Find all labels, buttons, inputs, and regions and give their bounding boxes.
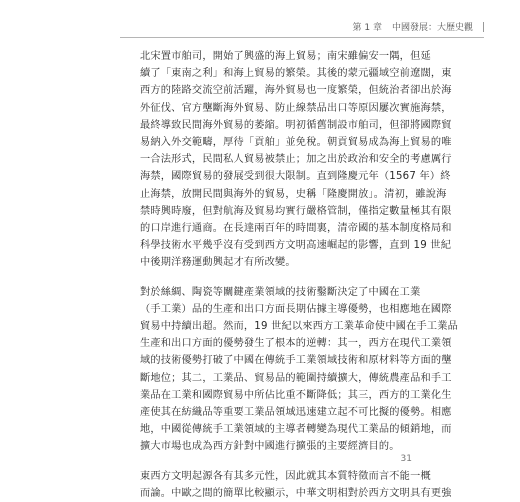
text-line: 斷地位；其二，工業品、貿易品的範圍持續擴大，傳統農產品和手工 — [140, 372, 452, 384]
page-number: 31 — [400, 454, 412, 464]
text-line: 禁時興時廢，但對航海及貿易均實行嚴格管制，僅指定數量極其有限 — [140, 205, 452, 217]
text-line: 地，中國從傳統手工業領域的主導者轉變為現代工業品的傾銷地，而 — [140, 424, 452, 436]
header-rule — [120, 37, 484, 38]
text-line: 一合法形式，民間私人貿易被禁止；加之出於政治和安全的考慮厲行 — [140, 154, 452, 166]
text-line: 海禁，國際貿易的發展受到很大限制。直到隆慶元年（1567 年）終 — [140, 171, 451, 183]
text-line: 止海禁，放開民間與海外的貿易，史稱「隆慶開放」。清初，雖說海 — [140, 188, 447, 200]
running-header — [353, 20, 484, 33]
text-line: 生產和出口方面的優勢發生了根本的逆轉：其一，西方在現代工業領 — [140, 338, 452, 350]
paragraph-gap — [140, 272, 402, 284]
text-line: 而論。中歐之間的簡單比較顯示，中華文明相對於西方文明具有更強 — [140, 487, 452, 499]
header-divider — [483, 22, 484, 32]
chapter-number: 第 1 章 — [352, 23, 382, 33]
text-line: 外征伐、官方壟斷海外貿易、防止線禁品出口等原因屢次實施海禁， — [140, 102, 452, 114]
text-line: 擴大市場也成為西方針對中國進行擴張的主要經濟目的。 — [140, 441, 400, 453]
text-line: （手工業）品的生產和出口方面長期佔據主導優勢，也相應地在國際 — [140, 303, 452, 315]
text-line: 易納入外交範疇，厚待「貢舶」並免稅。朝貢貿易成為海上貿易的唯 — [140, 137, 452, 149]
text-line: 東西方文明起源各有其多元性，因此就其本質特徵而言不能一概 — [140, 470, 431, 482]
text-line: 對於絲綢、陶瓷等關鍵產業領域的技術鑿斷決定了中國在工業 — [140, 286, 421, 298]
text-line: 中後期洋務運動興起才有所改變。 — [140, 257, 296, 269]
paragraph-gap — [140, 456, 402, 468]
chapter-title: 中國發展：大歷史觀 — [391, 23, 473, 33]
text-line: 最終導致民間海外貿易的萎縮。明初循舊制設市舶司，但卻將國際貿 — [140, 119, 452, 131]
text-line: 北宋置市舶司，開始了興盛的海上貿易；南宋雖偏安一隅，但延 — [140, 51, 431, 62]
text-line: 的口岸進行通商。在長達兩百年的時間裏，清帝國的基本制度格局和 — [140, 223, 452, 235]
paragraph — [140, 468, 452, 502]
paragraph — [140, 48, 452, 272]
text-line: 業品在工業和國際貿易中所佔比重不斷降低；其三，西方的工業化生 — [140, 389, 452, 401]
text-line: 西方的陸路交流空前活躍，海外貿易也一度繁榮，但統治者卻出於海 — [140, 85, 452, 97]
text-line: 域的技術優勢打破了中國在傳統手工業領域技術和原材料等方面的壟 — [140, 355, 452, 367]
text-line: 貿易中持續出超。然而，19 世紀以來西方工業革命使中國在手工業品 — [140, 321, 459, 333]
text-line: 續了「東南之利」和海上貿易的繁榮。其後的蒙元疆域空前遼闊，東 — [140, 68, 452, 80]
text-line: 科學技術水平幾乎沒有受到西方文明高速崛起的影響，直到 19 世紀 — [140, 240, 452, 252]
paragraph — [140, 284, 459, 456]
text-line: 產使其在紡織品等重要工業品領域迅速建立起不可比擬的優勢。相應 — [140, 407, 452, 419]
